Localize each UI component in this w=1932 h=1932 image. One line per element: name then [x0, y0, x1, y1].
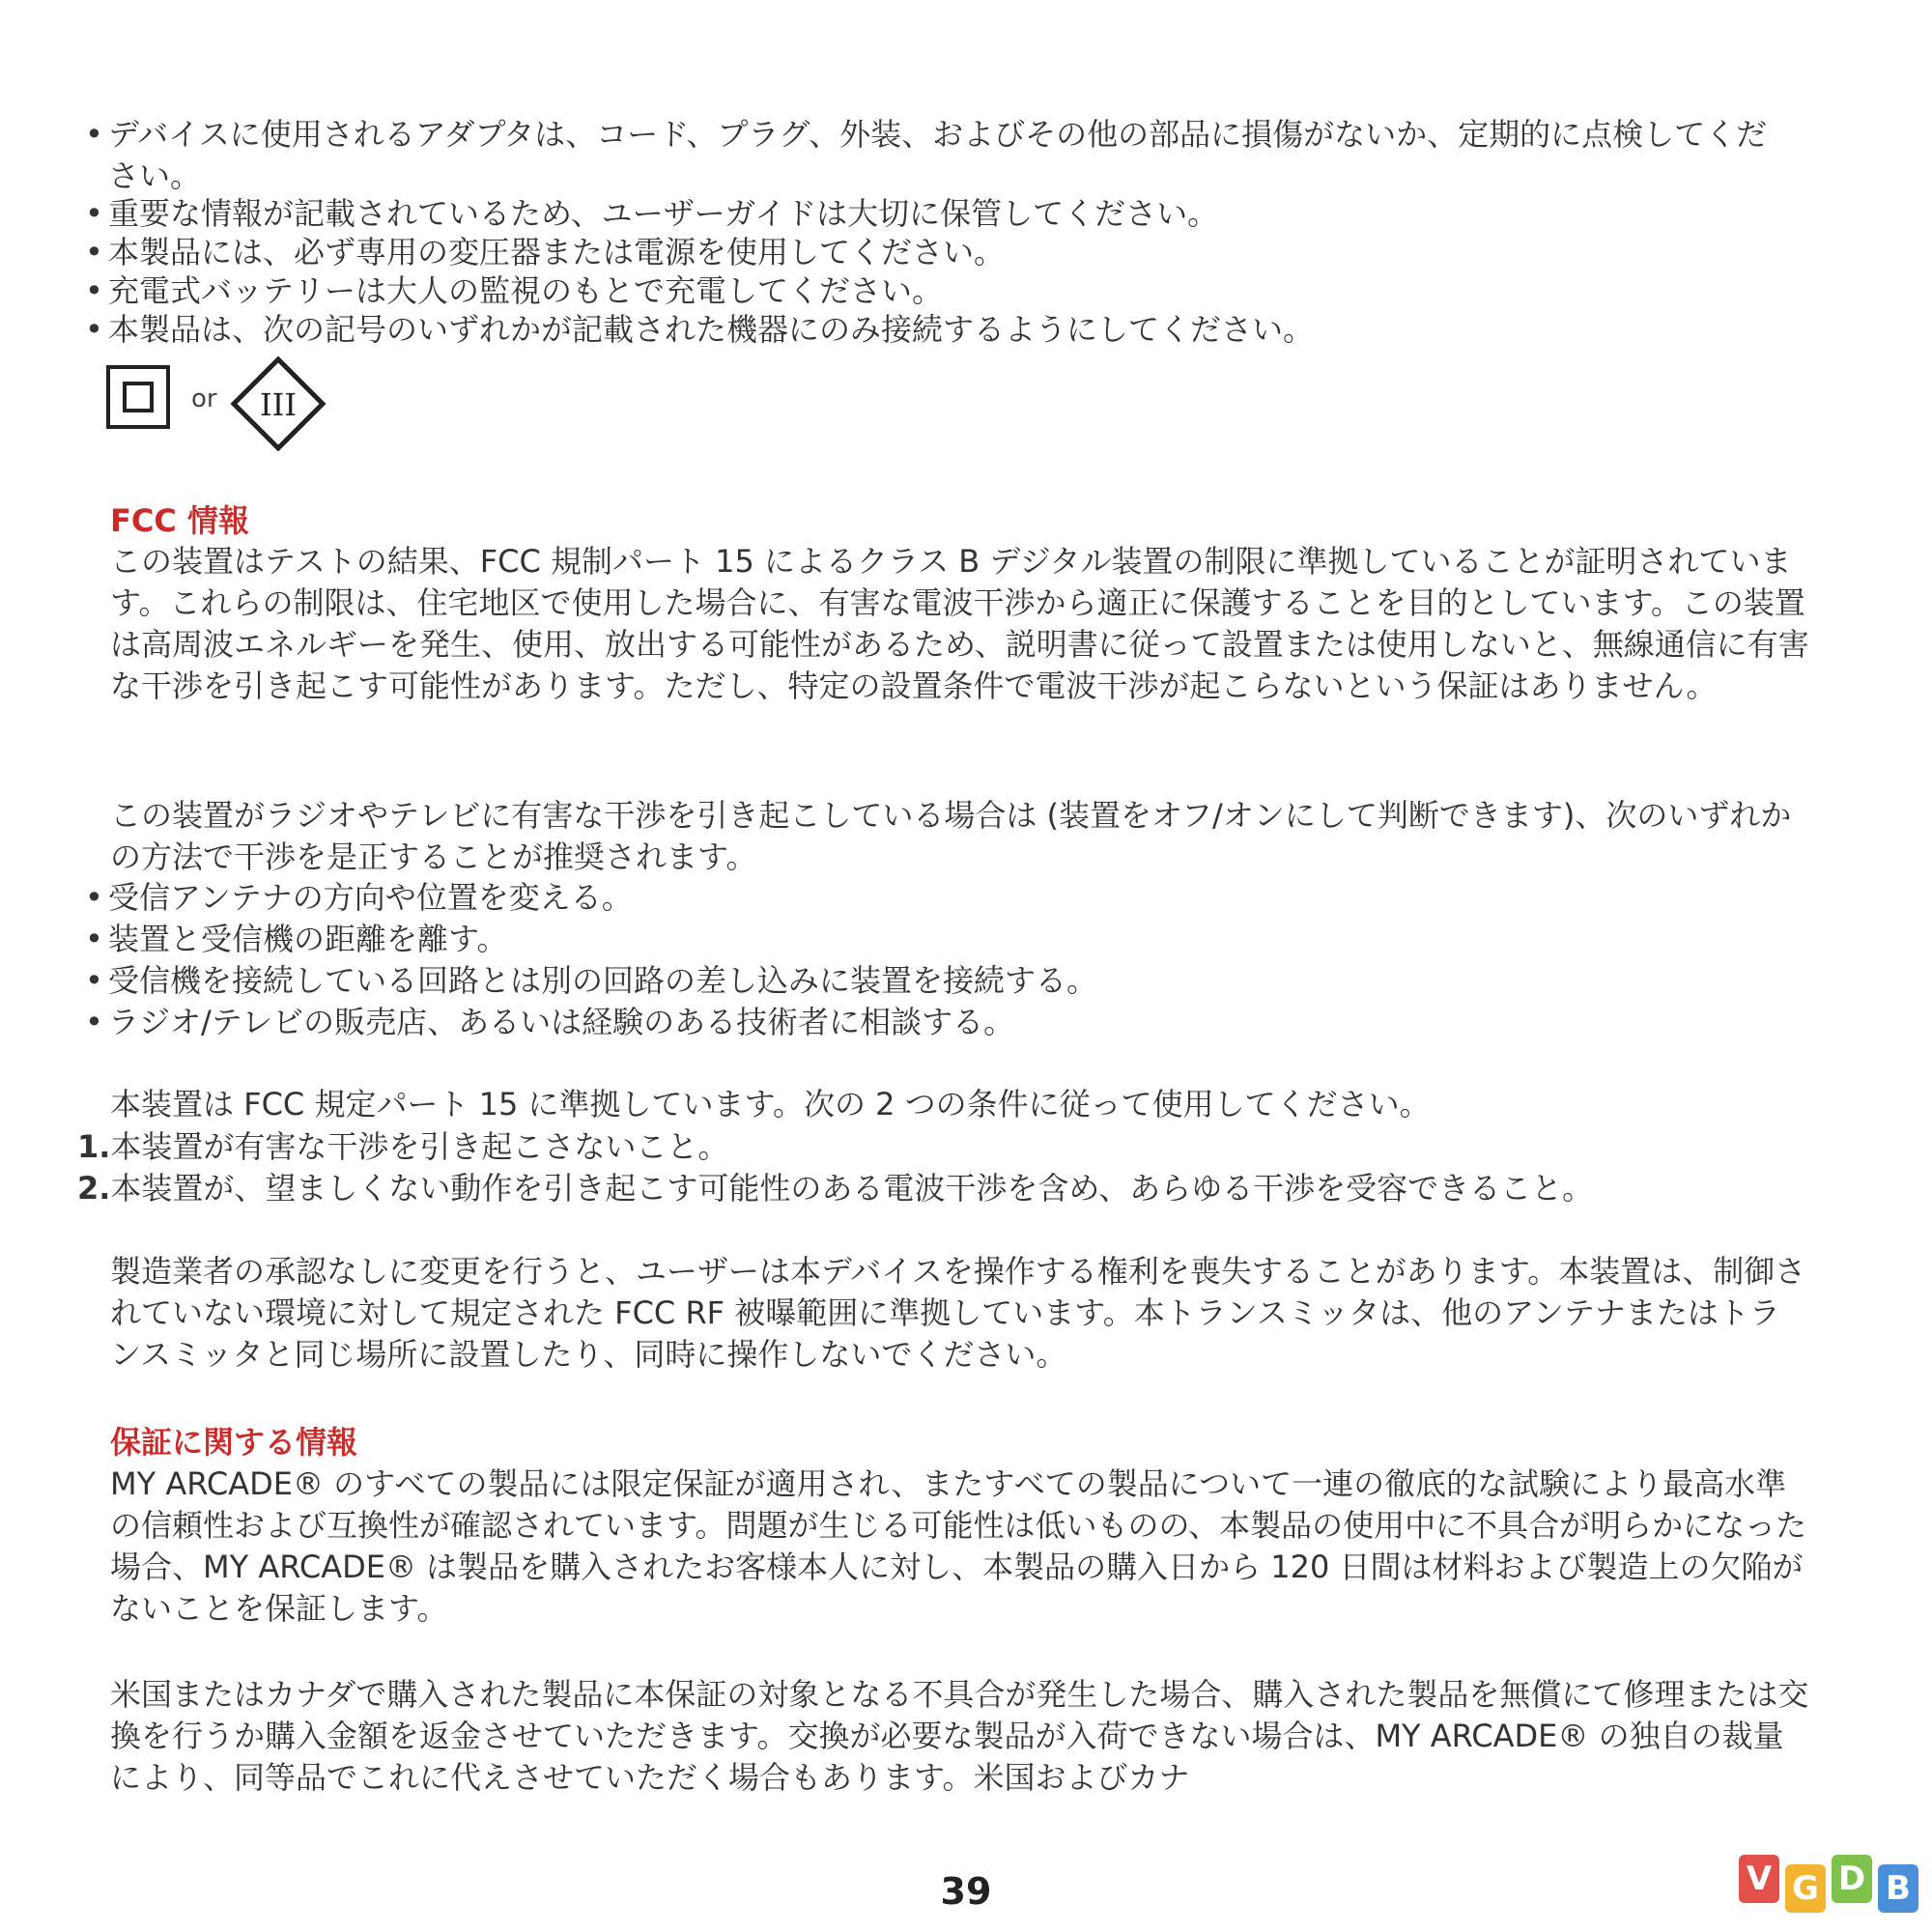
fcc-heading: FCC 情報 [110, 502, 249, 539]
list-item-text: 重要な情報が記載されているため、ユーザーガイドは大切に保管してください。 [108, 195, 1219, 232]
list-item-text: 受信アンテナの方向や位置を変える。 [108, 879, 633, 916]
bullet: • [85, 1004, 103, 1040]
warranty-paragraph-1: MY ARCADE® のすべての製品には限定保証が適用され、またすべての製品について一連の徹底的な試験により最高水準の信頼性および互換性が確認されています。問題が生じる可能性は低いものの、本製品の使用中に不具合が明らかになった場合、MY ARCADE® は製品を購入されたお客様本人に対し、本製品の購入日から 120 日間は材料および製造上の欠陥がないことを保証します。 [110, 1465, 1807, 1627]
fcc-paragraph-1: この装置はテストの結果、FCC 規制パート 15 によるクラス B デジタル装置の制限に準拠していることが証明されています。これらの制限は、住宅地区で使用した場合に、有害な電波干渉から適正に保護することを目的としています。この装置は高周波エネルギーを発生、使用、放出する可能性があるため、説明書に従って設置または使用しないと、無線通信に有害な干渉を引き起こす可能性があります。ただし、特定の設置条件で電波干渉が起こらないという保証はありません。 [110, 543, 1809, 704]
watermark-letter: V [1739, 1855, 1779, 1903]
list-item-text: 装置と受信機の距離を離す。 [108, 921, 508, 957]
bullet: • [85, 195, 103, 232]
condition-text: 本装置が、望ましくない動作を引き起こす可能性のある電波干渉を含め、あらゆる干渉を受容できること。 [110, 1170, 1594, 1207]
page-number: 39 [940, 1870, 992, 1913]
fcc-paragraph-3: 本装置は FCC 規定パート 15 に準拠しています。次の 2 つの条件に従って使用してください。 [110, 1086, 1431, 1122]
vgdb-watermark-logo [1739, 1855, 1932, 1922]
class-iii-label: III [260, 386, 297, 423]
condition-item [77, 1168, 1797, 1209]
watermark-letter: D [1832, 1855, 1872, 1903]
watermark-letter: B [1878, 1864, 1918, 1913]
list-item-text: ラジオ/テレビの販売店、あるいは経験のある技術者に相談する。 [108, 1004, 1015, 1040]
condition-number: 1. [77, 1128, 111, 1165]
bullet: • [85, 879, 103, 916]
condition-text: 本装置が有害な干渉を引き起こさないこと。 [110, 1128, 729, 1165]
or-label: or [191, 384, 217, 413]
list-item-text: デバイスに使用されるアダプタは、コード、プラグ、外装、およびその他の部品に損傷がないか、定期的に点検してください。 [108, 116, 1768, 194]
list-item-text: 受信機を接続している回路とは別の回路の差し込みに装置を接続する。 [108, 962, 1098, 999]
safety-symbols [106, 355, 338, 452]
list-item-text: 本製品には、必ず専用の変圧器または電源を使用してください。 [108, 234, 1006, 270]
bullet: • [85, 272, 103, 309]
warranty-heading: 保証に関する情報 [110, 1424, 358, 1461]
double-insulation-icon [106, 365, 170, 429]
bullet: • [85, 234, 103, 270]
bullet: • [85, 962, 103, 999]
list-item-text: 本製品は、次の記号のいずれかが記載された機器にのみ接続するようにしてください。 [108, 311, 1315, 348]
double-insulation-inner [123, 382, 154, 412]
warranty-paragraph-2: 米国またはカナダで購入された製品に本保証の対象となる不具合が発生した場合、購入された製品を無償にて修理または交換を行うか購入金額を返金させていただきます。交換が必要な製品が入荷できない場合は、MY ARCADE® の独自の裁量により、同等品でこれに代えさせていただく場合もあります。米国およびカナ [110, 1676, 1809, 1796]
bullet: • [85, 116, 103, 153]
fcc-paragraph-2: この装置がラジオやテレビに有害な干渉を引き起こしている場合は (装置をオフ/オンにして判断できます)、次のいずれかの方法で干渉を是正することが推奨されます。 [110, 797, 1792, 875]
bullet: • [85, 311, 103, 348]
class-iii-icon [230, 355, 327, 452]
list-item-text: 充電式バッテリーは大人の監視のもとで充電してください。 [108, 272, 944, 309]
condition-number: 2. [77, 1170, 111, 1207]
condition-item [77, 1126, 1797, 1168]
bullet: • [85, 921, 103, 957]
watermark-letter: G [1785, 1864, 1826, 1913]
fcc-paragraph-4: 製造業者の承認なしに変更を行うと、ユーザーは本デバイスを操作する権利を喪失することがあります。本装置は、制御されていない環境に対して規定された FCC RF 被曝範囲に準拠しています。本トランスミッタは、他のアンテナまたはトランスミッタと同じ場所に設置したり、同時に操作しないでください。 [110, 1253, 1806, 1373]
